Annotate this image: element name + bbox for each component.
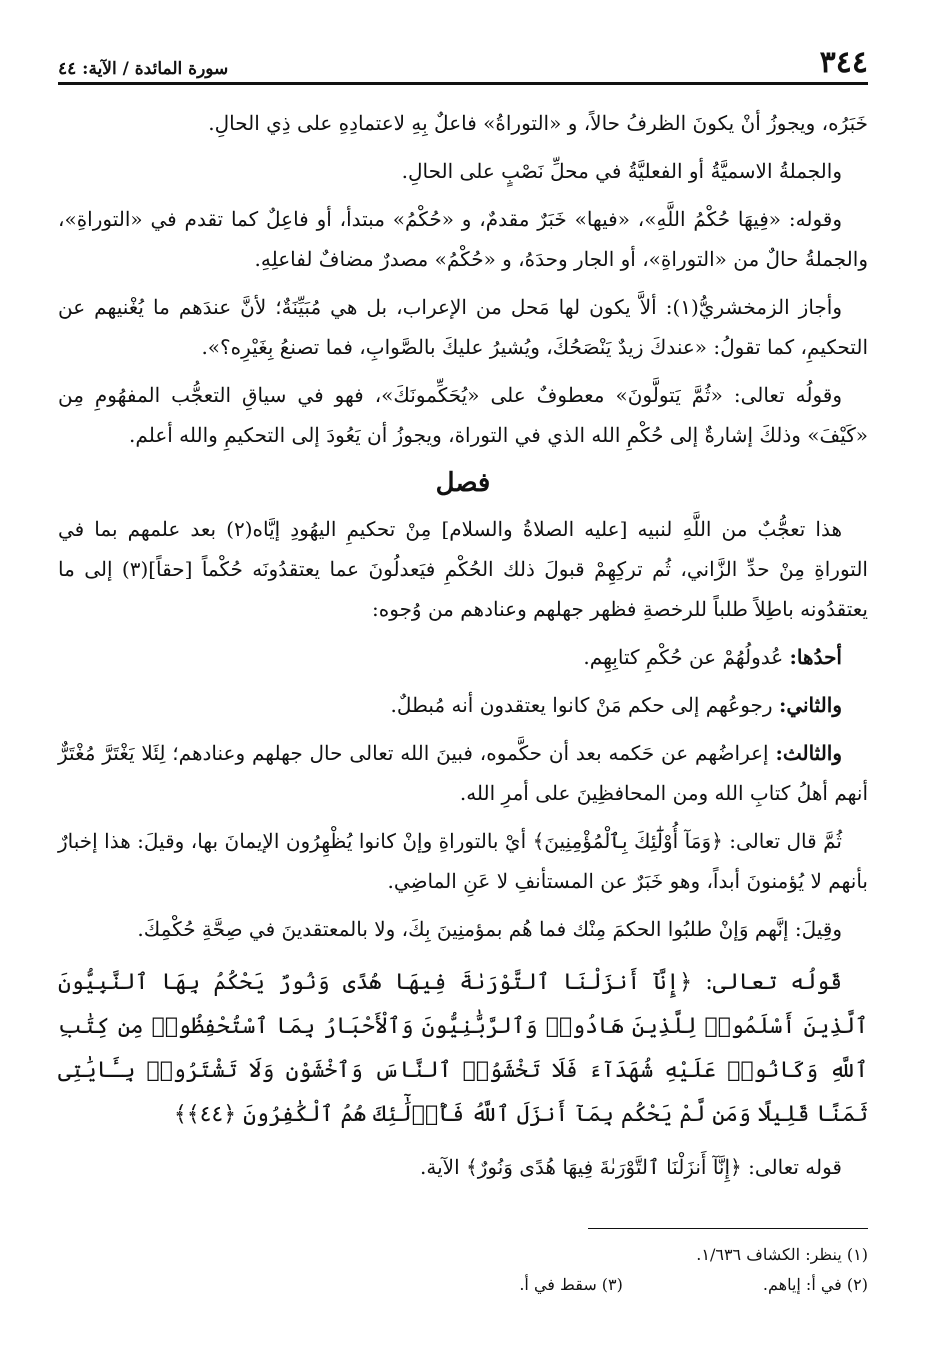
point-text: رجوعُهم إلى حكم مَنْ كانوا يعتقدون أنه مُبطلٌ.: [390, 693, 773, 717]
list-item: [58, 685, 868, 725]
footnote-row: [58, 1240, 868, 1270]
list-item: [58, 637, 868, 677]
footnote-2: (٢) في أ: إياهم.: [762, 1275, 868, 1294]
paragraph: خَبَرُه، ويجوزُ أنْ يكونَ الظرفُ حالاً، و «التوراةُ» فاعلٌ بِهِ لاعتمادِهِ على ذِي الحالِ.: [208, 111, 868, 135]
footnote-3: (٣) سقط في أ.: [519, 1275, 623, 1294]
footnote-1: (١) ينظر: الكشاف ١/٦٣٦.: [696, 1245, 868, 1264]
paragraph: وأجاز الزمخشريُّ(١): ألاَّ يكون لها مَحل من الإعراب، بل هي مُبَيِّنَةٌ؛ لأنَّ عندَهم ما يُغْنيهم عن التحكيمِ، كما تقولُ: «عندكَ زيدٌ يَنْصَحُكَ، ويُشيرُ عليكَ بالصَّوابِ، فما تصنعُ بِغَيْرِه؟».: [58, 295, 868, 359]
page: [58, 40, 868, 1330]
footnote-divider: [588, 1228, 868, 1229]
point-text: إعراضُهم عن حَكمه بعد أن حكَّموه، فبينَ الله تعالى حال جهلهم وعنادهم؛ لِئَلا يَغْتَرَّ مُغْتَرٌّ أنهم أهلُ كتابِ الله ومن المحافظِينَ على أمرِ الله.: [58, 741, 868, 805]
point-term: والثالث:: [775, 741, 843, 765]
footnotes: [58, 1240, 868, 1300]
paragraph: وقِيلَ: إنَّهم وَإنْ طلبُوا الحكمَ مِنْك فما هُم بمؤمنِينَ بِكَ، ولا بالمعتقدينَ في صِحَّةِ حُكْمِكَ.: [137, 917, 842, 941]
paragraph: هذا تعجُّبٌ من اللَّهِ لنبيه [عليه الصلاةُ والسلام] مِنْ تحكيمِ اليهُودِ إيَّاه(٢) بعد علمهم بما في التوراةِ مِنْ حدِّ الزَّاني، ثُم تركِهِمْ قبولَ ذلك الحُكْمِ فيَعدلُونَ عما يعتقدُونَه حُكْماً [حقاً](٣) إلى ما يعتقدُونه باطِلاً طلباً للرخصةِ فظهر جهلهم وعنادهم من وُجوه:: [58, 517, 868, 621]
point-term: والثاني:: [778, 693, 842, 717]
page-number: ٣٤٤: [819, 45, 868, 80]
paragraph: ثُمَّ قال تعالى: ﴿وَمَآ أُوْلَٰٓئِكَ بِٱلْمُؤْمِنِينَ﴾ أيْ بالتوراةِ وإنْ كانوا يُظْهِرُون الإيمانَ بها، وقيلَ: هذا إخبارٌ بأنهم لا يُؤمنونَ أبداً، وهو خَبَرٌ عن المستأنفِ لا عَنِ الماضِي.: [58, 829, 868, 893]
paragraph: وقوله: «فِيهَا حُكْمُ اللَّهِ»، «فيها» خَبَرٌ مقدمٌ، و «حُكْمُ» مبتدأ، أو فاعِلٌ كما تقدم في «التوراةِ»، والجملةُ حالٌ من «التوراةِ»، أو الجار وحدَهُ، و «حُكْمُ» مصدرٌ مضافٌ لفاعلِهِ.: [58, 207, 868, 271]
page-header: [58, 40, 868, 85]
running-title: سورة المائدة / الآية: ٤٤: [58, 59, 229, 79]
paragraph: والجملةُ الاسميَّةُ أو الفعليَّةُ في محلِّ نَصْبٍ على الحالِ.: [401, 159, 842, 183]
list-item: [58, 733, 868, 813]
quran-verse: ﴿إِنَّآ أَنزَلْنَا ٱلتَّوْرَىٰةَ فِيهَا هُدًى وَنُورٌ يَحْكُمُ بِهَا ٱلنَّبِيُّونَ ٱلَّذِينَ أَسْلَمُوا۟ لِلَّذِينَ هَادُوا۟ وَٱلرَّبَّٰنِيُّونَ وَٱلْأَحْبَارُ بِمَا ٱسْتُحْفِظُوا۟ مِن كِتَٰبِ ٱللَّهِ وَكَانُوا۟ عَلَيْهِ شُهَدَآءَ فَلَا تَخْشَوُا۟ ٱلنَّاسَ وَٱخْشَوْنِ وَلَا تَشْتَرُوا۟ بِـَٔايَٰتِى ثَمَنًا قَلِيلًا وَمَن لَّمْ يَحْكُم بِمَآ أَنزَلَ ٱللَّهُ فَأُو۟لَٰٓئِكَ هُمُ ٱلْكَٰفِرُونَ ﴿٤٤﴾﴾: [58, 970, 868, 1127]
quran-verse-block: [58, 961, 868, 1137]
footnote-row: [58, 1270, 868, 1300]
page-body: [58, 103, 868, 1187]
section-title: فصل: [435, 468, 491, 498]
paragraph: وقولُه تعالى: «ثُمَّ يَتولَّونَ» معطوفٌ على «يُحَكِّمونَكَ»، فهو في سياقِ التعجُّب المفهُومِ مِن «كَيْفَ» وذلكَ إشارةٌ إلى حُكْمِ الله الذي في التوراة، ويجوزُ أن يَعُودَ إلى التحكيمِ والله أعلم.: [58, 383, 868, 447]
point-text: عُدولُهُمْ عن حُكْمِ كتابِهِم.: [583, 645, 784, 669]
point-term: أحدُها:: [789, 645, 842, 669]
paragraph: قوله تعالى: ﴿إِنَّآ أَنزَلْنَا ٱلتَّوْرَىٰةَ فِيهَا هُدًى وَنُورٌ﴾ الآية.: [420, 1155, 842, 1179]
quran-lead: قَولُه تعالى:: [705, 970, 843, 995]
